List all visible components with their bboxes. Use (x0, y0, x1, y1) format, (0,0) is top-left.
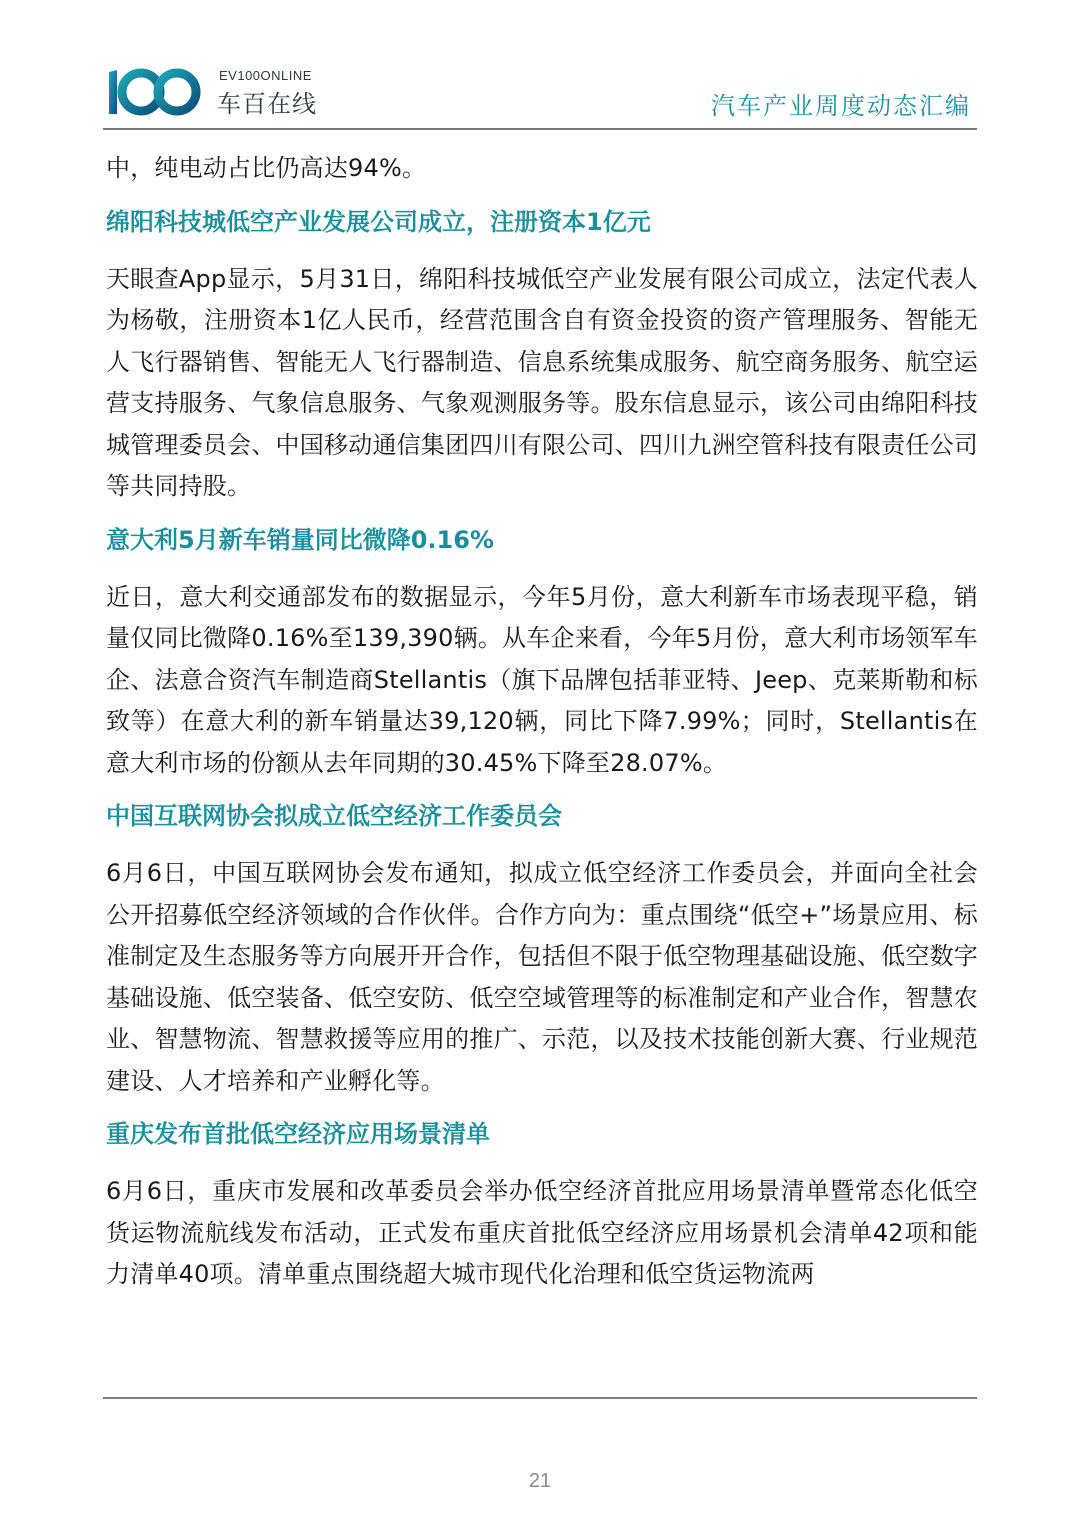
page-number: 21 (528, 1470, 552, 1492)
footer-divider (103, 1397, 977, 1399)
paragraph-internet-society: 6月6日，中国互联网协会发布通知，拟成立低空经济工作委员会，并面向全社会公开招募低空经济领域的合作伙伴。合作方向为：重点围绕“低空+”场景应用、标准制定及生态服务等方向展开开合作，包括但不限于低空物理基础设施、低空数字基础设施、低空装备、低空安防、低空空域管理等的标准制定和产业合作，智慧农业、智慧物流、智慧救援等应用的推广、示范，以及技术技能创新大赛、行业规范建设、人才培养和产业孵化等。 (106, 859, 978, 1095)
paragraph-chongqing: 6月6日，重庆市发展和改革委员会举办低空经济首批应用场景清单暨常态化低空货运物流航线发布活动，正式发布重庆首批低空经济应用场景机会清单42项和能力清单40项。清单重点围绕超大城市现代化治理和低空货运物流两 (106, 1177, 978, 1288)
ev100-logo-icon (103, 66, 213, 118)
logo-chinese-text: 车百在线 (217, 90, 317, 118)
headline-mianyang: 绵阳科技城低空产业发展公司成立，注册资本1亿元 (106, 207, 651, 236)
paragraph-continued: 中，纯电动占比仍高达94%。 (106, 154, 427, 182)
header-divider (103, 128, 977, 130)
page-header (103, 62, 977, 128)
paragraph-italy-sales: 近日，意大利交通部发布的数据显示，今年5月份，意大利新车市场表现平稳，销量仅同比微降0.16%至139,390辆。从车企来看，今年5月份，意大利市场领军车企、法意合资汽车制造商Stellantis（旗下品牌包括菲亚特、Jeep、克莱斯勒和标致等）在意大利的新车销量达39,120辆，同比下降7.99%；同时，Stellantis在意大利市场的份额从去年同期的30.45%下降至28.07%。 (106, 582, 978, 777)
article-body (106, 148, 978, 1296)
report-title: 汽车产业周度动态汇编 (711, 92, 971, 120)
logo-english-text: EV100ONLINE (219, 68, 312, 83)
paragraph-mianyang: 天眼查App显示，5月31日，绵阳科技城低空产业发展有限公司成立，法定代表人为杨敬，注册资本1亿人民币，经营范围含自有资金投资的资产管理服务、智能无人飞行器销售、智能无人飞行器制造、信息系统集成服务、航空商务服务、航空运营支持服务、气象信息服务、气象观测服务等。股东信息显示，该公司由绵阳科技城管理委员会、中国移动通信集团四川有限公司、四川九洲空管科技有限责任公司等共同持股。 (106, 264, 978, 500)
headline-italy-sales: 意大利5月新车销量同比微降0.16% (106, 525, 494, 554)
ev100-logo (103, 62, 333, 122)
headline-internet-society: 中国互联网协会拟成立低空经济工作委员会 (106, 802, 562, 830)
headline-chongqing: 重庆发布首批低空经济应用场景清单 (106, 1120, 490, 1148)
